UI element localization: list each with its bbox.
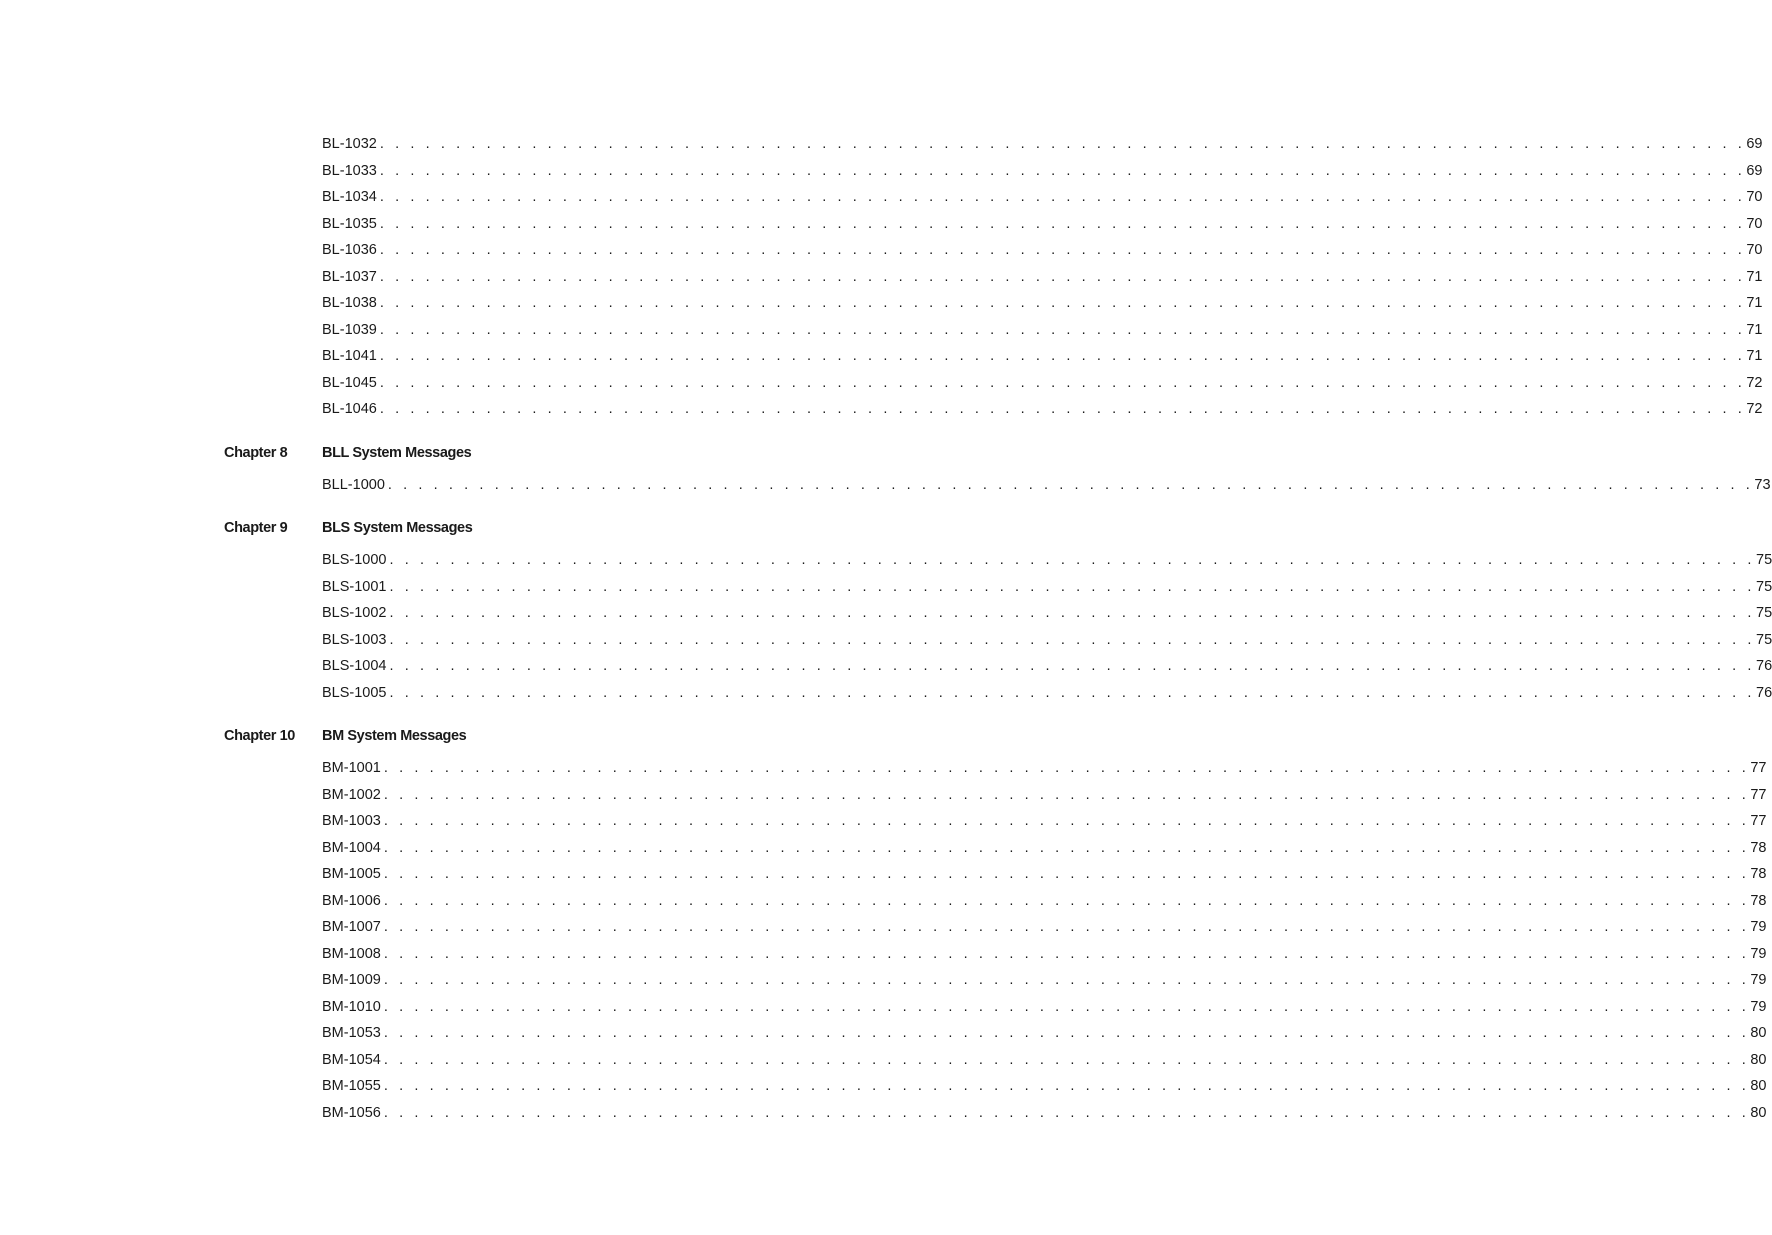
- dot-leader: . . . . . . . . . . . . . . . . . . . . . . . . . . . . . . . . . . . . . . . . . . . . . . . . . . . . . . . . . . . . . . . . . . . . . . . . . . . . . . . . . . . . . . . . . .: [379, 215, 1746, 232]
- entry-page-number: 75: [1756, 631, 1772, 648]
- entry-page-number: 72: [1746, 401, 1763, 418]
- dot-leader: . . . . . . . . . . . . . . . . . . . . . . . . . . . . . . . . . . . . . . . . . . . . . . . . . . . . . . . . . . . . . . . . . . . . . . . . . . . . . . . . . . . . . . . . . .: [383, 919, 1750, 936]
- toc-entry[interactable]: [322, 782, 1767, 809]
- entry-label: BM-1004: [322, 839, 381, 856]
- dot-leader: . . . . . . . . . . . . . . . . . . . . . . . . . . . . . . . . . . . . . . . . . . . . . . . . . . . . . . . . . . . . . . . . . . . . . . . . . . . . . . . . . . . . . . . . . .: [383, 839, 1750, 856]
- chapter-heading: [0, 517, 954, 540]
- dot-leader: . . . . . . . . . . . . . . . . . . . . . . . . . . . . . . . . . . . . . . . . . . . . . . . . . . . . . . . . . . . . . . . . . . . . . . . . . . . . . . . . . . . . . . . . . .: [383, 892, 1750, 909]
- toc-entry[interactable]: [322, 396, 1763, 423]
- entry-page-number: 80: [1750, 1051, 1767, 1068]
- chapter-title: BM System Messages: [322, 728, 467, 744]
- entry-page-number: 80: [1750, 1025, 1767, 1042]
- dot-leader: . . . . . . . . . . . . . . . . . . . . . . . . . . . . . . . . . . . . . . . . . . . . . . . . . . . . . . . . . . . . . . . . . . . . . . . . . . . . . . . . . . . . . . . . . .: [383, 1078, 1750, 1095]
- entry-label: BLS-1000: [322, 552, 387, 569]
- toc-entry[interactable]: [322, 370, 1763, 397]
- dot-leader: . . . . . . . . . . . . . . . . . . . . . . . . . . . . . . . . . . . . . . . . . . . . . . . . . . . . . . . . . . . . . . . . . . . . . . . . . . . . . . . . . . . . . . . . . .: [379, 162, 1746, 179]
- chapter-number: Chapter 8: [224, 444, 288, 461]
- dot-leader: . . . . . . . . . . . . . . . . . . . . . . . . . . . . . . . . . . . . . . . . . . . . . . . . . . . . . . . . . . . . . . . . . . . . . . . . . . . . . . . . . . . . . . . . . .: [383, 813, 1750, 830]
- entry-label: BM-1001: [322, 760, 381, 777]
- toc-entry[interactable]: [322, 237, 1763, 264]
- entry-label: BLS-1005: [322, 684, 387, 701]
- toc-entry[interactable]: [322, 600, 1772, 627]
- entry-page-number: 75: [1756, 605, 1772, 622]
- entry-page-number: 75: [1756, 552, 1772, 569]
- dot-leader: . . . . . . . . . . . . . . . . . . . . . . . . . . . . . . . . . . . . . . . . . . . . . . . . . . . . . . . . . . . . . . . . . . . . . . . . . . . . . . . . . . . . . . . . . .: [379, 401, 1746, 418]
- dot-leader: . . . . . . . . . . . . . . . . . . . . . . . . . . . . . . . . . . . . . . . . . . . . . . . . . . . . . . . . . . . . . . . . . . . . . . . . . . . . . . . . . . . . . . . . . .: [379, 321, 1746, 338]
- dot-leader: . . . . . . . . . . . . . . . . . . . . . . . . . . . . . . . . . . . . . . . . . . . . . . . . . . . . . . . . . . . . . . . . . . . . . . . . . . . . . . . . . . . . . . . . . .: [379, 268, 1746, 285]
- toc-entry[interactable]: [322, 184, 1763, 211]
- chapter-heading: [0, 725, 954, 748]
- toc-entry[interactable]: [322, 941, 1767, 968]
- dot-leader: . . . . . . . . . . . . . . . . . . . . . . . . . . . . . . . . . . . . . . . . . . . . . . . . . . . . . . . . . . . . . . . . . . . . . . . . . . . . . . . . . . . . . . . . . .: [383, 866, 1750, 883]
- entry-label: BL-1041: [322, 348, 377, 365]
- entry-page-number: 77: [1750, 760, 1767, 777]
- dot-leader: . . . . . . . . . . . . . . . . . . . . . . . . . . . . . . . . . . . . . . . . . . . . . . . . . . . . . . . . . . . . . . . . . . . . . . . . . . . . . . . . . . . . . . . . . .: [383, 1104, 1750, 1121]
- dot-leader: . . . . . . . . . . . . . . . . . . . . . . . . . . . . . . . . . . . . . . . . . . . . . . . . . . . . . . . . . . . . . . . . . . . . . . . . . . . . . . . . . . . . . . . . . .: [379, 374, 1746, 391]
- entry-label: BM-1002: [322, 786, 381, 803]
- dot-leader: . . . . . . . . . . . . . . . . . . . . . . . . . . . . . . . . . . . . . . . . . . . . . . . . . . . . . . . . . . . . . . . . . . . . . . . . . . . . . . . . . . . . . . . . . .: [383, 786, 1750, 803]
- dot-leader: . . . . . . . . . . . . . . . . . . . . . . . . . . . . . . . . . . . . . . . . . . . . . . . . . . . . . . . . . . . . . . . . . . . . . . . . . . . . . . . . . . . . . . . . . .: [383, 1025, 1750, 1042]
- entry-label: BL-1045: [322, 374, 377, 391]
- dot-leader: . . . . . . . . . . . . . . . . . . . . . . . . . . . . . . . . . . . . . . . . . . . . . . . . . . . . . . . . . . . . . . . . . . . . . . . . . . . . . . . . . . . . . . . . . .: [383, 945, 1750, 962]
- toc-entry[interactable]: [322, 131, 1763, 158]
- entry-label: BLS-1004: [322, 658, 387, 675]
- entry-page-number: 77: [1750, 786, 1767, 803]
- toc-section: [0, 442, 1771, 499]
- entry-label: BM-1055: [322, 1078, 381, 1095]
- toc-section: [0, 517, 1772, 706]
- entry-label: BM-1010: [322, 998, 381, 1015]
- entry-page-number: 71: [1746, 348, 1763, 365]
- chapter-title: BLS System Messages: [322, 520, 473, 536]
- entry-label: BM-1006: [322, 892, 381, 909]
- toc-entry[interactable]: [322, 808, 1767, 835]
- dot-leader: . . . . . . . . . . . . . . . . . . . . . . . . . . . . . . . . . . . . . . . . . . . . . . . . . . . . . . . . . . . . . . . . . . . . . . . . . . . . . . . . . . . . . . . . . .: [379, 295, 1746, 312]
- dot-leader: . . . . . . . . . . . . . . . . . . . . . . . . . . . . . . . . . . . . . . . . . . . . . . . . . . . . . . . . . . . . . . . . . . . . . . . . . . . . . . . . . . . . . . . . . .: [389, 658, 1756, 675]
- entry-page-number: 71: [1746, 295, 1763, 312]
- entry-page-number: 70: [1746, 215, 1763, 232]
- entry-label: BM-1005: [322, 866, 381, 883]
- toc-entry[interactable]: [322, 547, 1772, 574]
- chapter-number: Chapter 10: [224, 728, 295, 744]
- entry-label: BLS-1001: [322, 578, 387, 595]
- entry-page-number: 69: [1746, 162, 1763, 179]
- toc-entry[interactable]: [322, 343, 1763, 370]
- dot-leader: . . . . . . . . . . . . . . . . . . . . . . . . . . . . . . . . . . . . . . . . . . . . . . . . . . . . . . . . . . . . . . . . . . . . . . . . . . . . . . . . . . . . . . . . . .: [389, 578, 1756, 595]
- toc-entry[interactable]: [322, 888, 1767, 915]
- entry-label: BM-1056: [322, 1104, 381, 1121]
- toc-entry[interactable]: [322, 994, 1767, 1021]
- toc-entry[interactable]: [322, 1047, 1767, 1074]
- entry-page-number: 79: [1750, 998, 1767, 1015]
- entry-label: BL-1038: [322, 295, 377, 312]
- entry-page-number: 71: [1746, 268, 1763, 285]
- entry-page-number: 79: [1750, 919, 1767, 936]
- dot-leader: . . . . . . . . . . . . . . . . . . . . . . . . . . . . . . . . . . . . . . . . . . . . . . . . . . . . . . . . . . . . . . . . . . . . . . . . . . . . . . . . . . . . . . . . . .: [379, 348, 1746, 365]
- dot-leader: . . . . . . . . . . . . . . . . . . . . . . . . . . . . . . . . . . . . . . . . . . . . . . . . . . . . . . . . . . . . . . . . . . . . . . . . . . . . . . . . . . . . . . . . . .: [383, 972, 1750, 989]
- entry-page-number: 70: [1746, 242, 1763, 259]
- toc-entry[interactable]: [322, 1073, 1767, 1100]
- entry-label: BLS-1002: [322, 605, 387, 622]
- entry-page-number: 70: [1746, 189, 1763, 206]
- entry-page-number: 75: [1756, 578, 1772, 595]
- entry-label: BL-1034: [322, 189, 377, 206]
- chapter-heading: [0, 442, 954, 465]
- toc-entry[interactable]: [322, 653, 1772, 680]
- chapter-number: Chapter 9: [224, 520, 288, 536]
- toc-entry[interactable]: [322, 1020, 1767, 1047]
- entry-page-number: 80: [1750, 1078, 1767, 1095]
- entry-label: BM-1009: [322, 972, 381, 989]
- dot-leader: . . . . . . . . . . . . . . . . . . . . . . . . . . . . . . . . . . . . . . . . . . . . . . . . . . . . . . . . . . . . . . . . . . . . . . . . . . . . . . . . . . . . . . . . . .: [389, 605, 1756, 622]
- dot-leader: . . . . . . . . . . . . . . . . . . . . . . . . . . . . . . . . . . . . . . . . . . . . . . . . . . . . . . . . . . . . . . . . . . . . . . . . . . . . . . . . . . . . . . . . . .: [383, 760, 1750, 777]
- toc-entry[interactable]: [322, 861, 1767, 888]
- table-of-contents: [0, 131, 1772, 1126]
- toc-entry[interactable]: [322, 967, 1767, 994]
- entry-page-number: 69: [1746, 136, 1763, 153]
- dot-leader: . . . . . . . . . . . . . . . . . . . . . . . . . . . . . . . . . . . . . . . . . . . . . . . . . . . . . . . . . . . . . . . . . . . . . . . . . . . . . . . . . . . . . . . . . .: [389, 552, 1756, 569]
- entry-label: BL-1035: [322, 215, 377, 232]
- entry-page-number: 79: [1750, 945, 1767, 962]
- dot-leader: . . . . . . . . . . . . . . . . . . . . . . . . . . . . . . . . . . . . . . . . . . . . . . . . . . . . . . . . . . . . . . . . . . . . . . . . . . . . . . . . . . . . . . . . . .: [379, 189, 1746, 206]
- entry-label: BL-1046: [322, 401, 377, 418]
- dot-leader: . . . . . . . . . . . . . . . . . . . . . . . . . . . . . . . . . . . . . . . . . . . . . . . . . . . . . . . . . . . . . . . . . . . . . . . . . . . . . . . . . . . . . . . . . .: [389, 684, 1756, 701]
- entry-label: BM-1008: [322, 945, 381, 962]
- entry-label: BL-1037: [322, 268, 377, 285]
- entry-page-number: 72: [1746, 374, 1763, 391]
- entry-page-number: 71: [1746, 321, 1763, 338]
- entry-page-number: 80: [1750, 1104, 1767, 1121]
- chapter-title: BLL System Messages: [322, 444, 472, 461]
- toc-entry[interactable]: [322, 574, 1772, 601]
- entry-label: BM-1003: [322, 813, 381, 830]
- toc-entry[interactable]: [322, 290, 1763, 317]
- dot-leader: . . . . . . . . . . . . . . . . . . . . . . . . . . . . . . . . . . . . . . . . . . . . . . . . . . . . . . . . . . . . . . . . . . . . . . . . . . . . . . . . . . . . . . . . . .: [383, 998, 1750, 1015]
- entry-page-number: 77: [1750, 813, 1767, 830]
- entry-page-number: 76: [1756, 658, 1772, 675]
- entry-label: BLS-1003: [322, 631, 387, 648]
- entry-label: BM-1053: [322, 1025, 381, 1042]
- entry-label: BL-1036: [322, 242, 377, 259]
- dot-leader: . . . . . . . . . . . . . . . . . . . . . . . . . . . . . . . . . . . . . . . . . . . . . . . . . . . . . . . . . . . . . . . . . . . . . . . . . . . . . . . . . . . . . . . . . .: [383, 1051, 1750, 1068]
- entry-label: BL-1032: [322, 136, 377, 153]
- entry-label: BL-1033: [322, 162, 377, 179]
- toc-entry[interactable]: [322, 680, 1772, 707]
- entry-label: BLL-1000: [322, 476, 385, 493]
- toc-entry[interactable]: [322, 472, 1771, 499]
- entry-label: BM-1054: [322, 1051, 381, 1068]
- toc-entry[interactable]: [322, 317, 1763, 344]
- dot-leader: . . . . . . . . . . . . . . . . . . . . . . . . . . . . . . . . . . . . . . . . . . . . . . . . . . . . . . . . . . . . . . . . . . . . . . . . . . . . . . . . . . . . . . . . . .: [379, 242, 1746, 259]
- entry-page-number: 78: [1750, 892, 1767, 909]
- entry-page-number: 78: [1750, 839, 1767, 856]
- dot-leader: . . . . . . . . . . . . . . . . . . . . . . . . . . . . . . . . . . . . . . . . . . . . . . . . . . . . . . . . . . . . . . . . . . . . . . . . . . . . . . . . . . . . . . . . . .: [389, 631, 1756, 648]
- entry-page-number: 78: [1750, 866, 1767, 883]
- entry-page-number: 73: [1754, 476, 1771, 493]
- dot-leader: . . . . . . . . . . . . . . . . . . . . . . . . . . . . . . . . . . . . . . . . . . . . . . . . . . . . . . . . . . . . . . . . . . . . . . . . . . . . . . . . . . . . . . . . . .: [387, 476, 1754, 493]
- entry-page-number: 79: [1750, 972, 1767, 989]
- toc-entry[interactable]: [322, 627, 1772, 654]
- toc-entry[interactable]: [322, 755, 1767, 782]
- toc-section: [0, 131, 1763, 423]
- toc-entry[interactable]: [322, 264, 1763, 291]
- entry-label: BL-1039: [322, 321, 377, 338]
- entry-label: BM-1007: [322, 919, 381, 936]
- dot-leader: . . . . . . . . . . . . . . . . . . . . . . . . . . . . . . . . . . . . . . . . . . . . . . . . . . . . . . . . . . . . . . . . . . . . . . . . . . . . . . . . . . . . . . . . . .: [379, 136, 1746, 153]
- toc-entry[interactable]: [322, 211, 1763, 238]
- toc-entry[interactable]: [322, 1100, 1767, 1127]
- toc-entry[interactable]: [322, 835, 1767, 862]
- toc-entry[interactable]: [322, 158, 1763, 185]
- toc-entry[interactable]: [322, 914, 1767, 941]
- toc-section: [0, 725, 1767, 1126]
- entry-page-number: 76: [1756, 684, 1772, 701]
